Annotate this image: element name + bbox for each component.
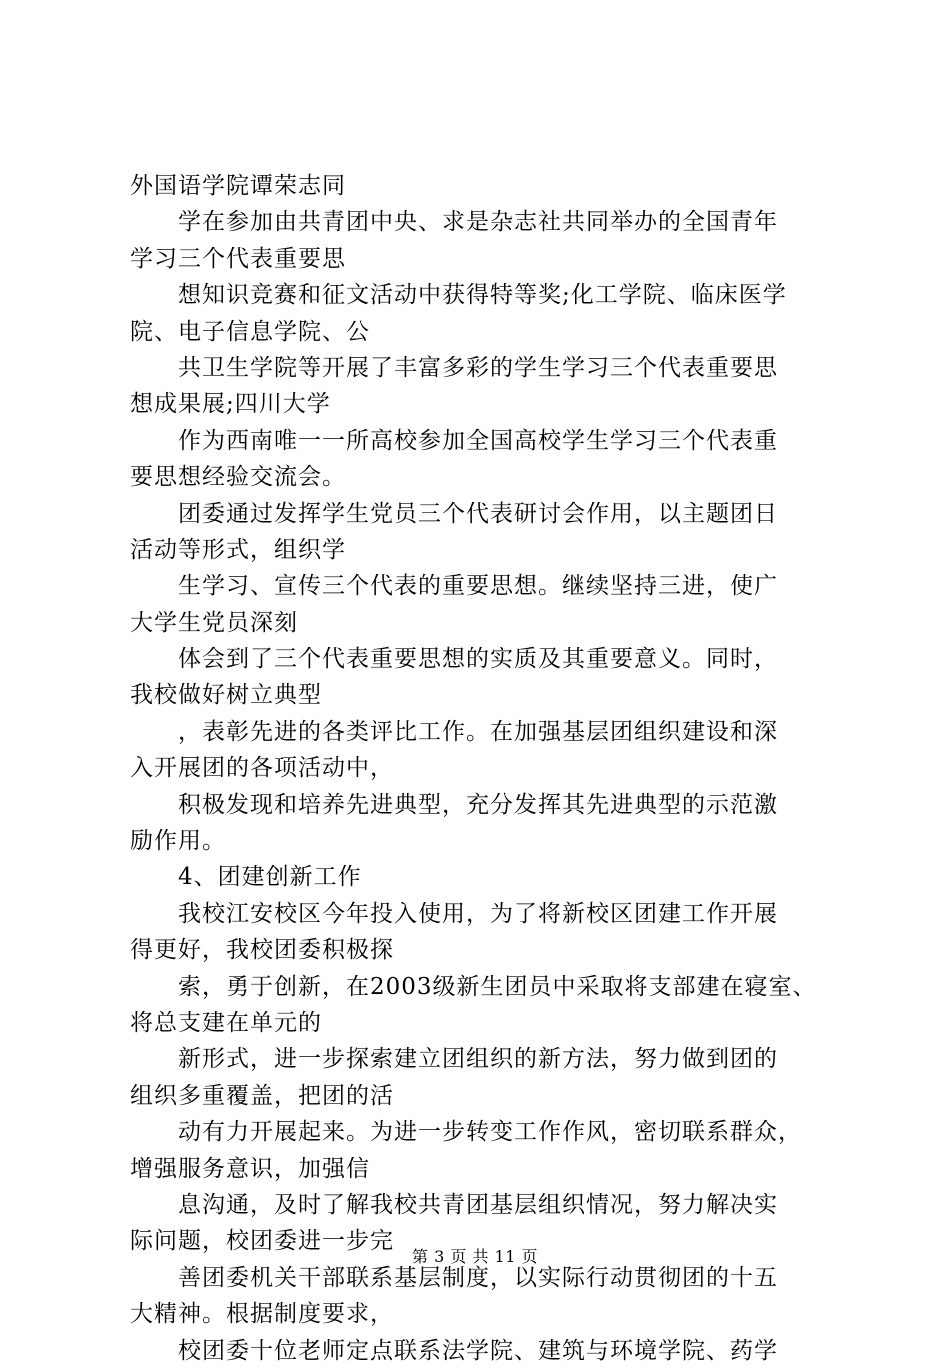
- page-footer: 第 3 页 共 11 页: [412, 1247, 538, 1266]
- text-line: 际问题，校团委进一步完: [130, 1228, 394, 1255]
- document-body: [130, 168, 850, 1369]
- text-line: 索，勇于创新，在2003级新生团员中采取将支部建在寝室、: [178, 973, 817, 1000]
- text-line: 大学生党员深刻: [130, 609, 298, 636]
- text-line: 学习三个代表重要思: [130, 245, 346, 272]
- text-line: 将总支建在单元的: [130, 1009, 322, 1036]
- text-line: 大精神。根据制度要求，: [130, 1301, 394, 1328]
- text-line: 想知识竞赛和征文活动中获得特等奖;化工学院、临床医学: [178, 282, 787, 309]
- text-line: 新形式，进一步探索建立团组织的新方法，努力做到团的: [178, 1046, 778, 1073]
- text-line: 学在参加由共青团中央、求是杂志社共同举办的全国青年: [178, 209, 778, 236]
- text-line: 要思想经验交流会。: [130, 464, 346, 491]
- text-line: 息沟通，及时了解我校共青团基层组织情况，努力解决实: [178, 1191, 778, 1218]
- text-line: 得更好，我校团委积极探: [130, 937, 394, 964]
- text-line: 体会到了三个代表重要思想的实质及其重要意义。同时，: [178, 646, 778, 673]
- text-line: 校团委十位老师定点联系法学院、建筑与环境学院、药学: [178, 1337, 778, 1364]
- text-line: 组织多重覆盖，把团的活: [130, 1082, 394, 1109]
- text-line: 外国语学院谭荣志同: [130, 173, 346, 199]
- text-line: 动有力开展起来。为进一步转变工作作风，密切联系群众，: [178, 1119, 802, 1146]
- text-line: 共卫生学院等开展了丰富多彩的学生学习三个代表重要思: [178, 354, 778, 381]
- text-line: 入开展团的各项活动中，: [130, 755, 394, 782]
- text-line: 生学习、宣传三个代表的重要思想。继续坚持三进，使广: [178, 573, 778, 600]
- text-line: 团委通过发挥学生党员三个代表研讨会作用，以主题团日: [178, 500, 778, 527]
- text-line: 想成果展;四川大学: [130, 391, 331, 418]
- text-line: 励作用。: [130, 828, 226, 855]
- text-line: 院、电子信息学院、公: [130, 318, 370, 345]
- text-line: 增强服务意识，加强信: [130, 1155, 370, 1182]
- text-line: 活动等形式，组织学: [130, 536, 346, 563]
- text-line: 我校做好树立典型: [130, 682, 322, 709]
- text-line: ，表彰先进的各类评比工作。在加强基层团组织建设和深: [178, 718, 778, 745]
- text-line: 作为西南唯一一所高校参加全国高校学生学习三个代表重: [178, 427, 778, 454]
- text-line: 善团委机关干部联系基层制度，以实际行动贯彻团的十五: [178, 1264, 778, 1291]
- text-line: 4、团建创新工作: [178, 864, 362, 891]
- text-line: 积极发现和培养先进典型，充分发挥其先进典型的示范激: [178, 791, 778, 818]
- text-line: 我校江安校区今年投入使用，为了将新校区团建工作开展: [178, 900, 778, 927]
